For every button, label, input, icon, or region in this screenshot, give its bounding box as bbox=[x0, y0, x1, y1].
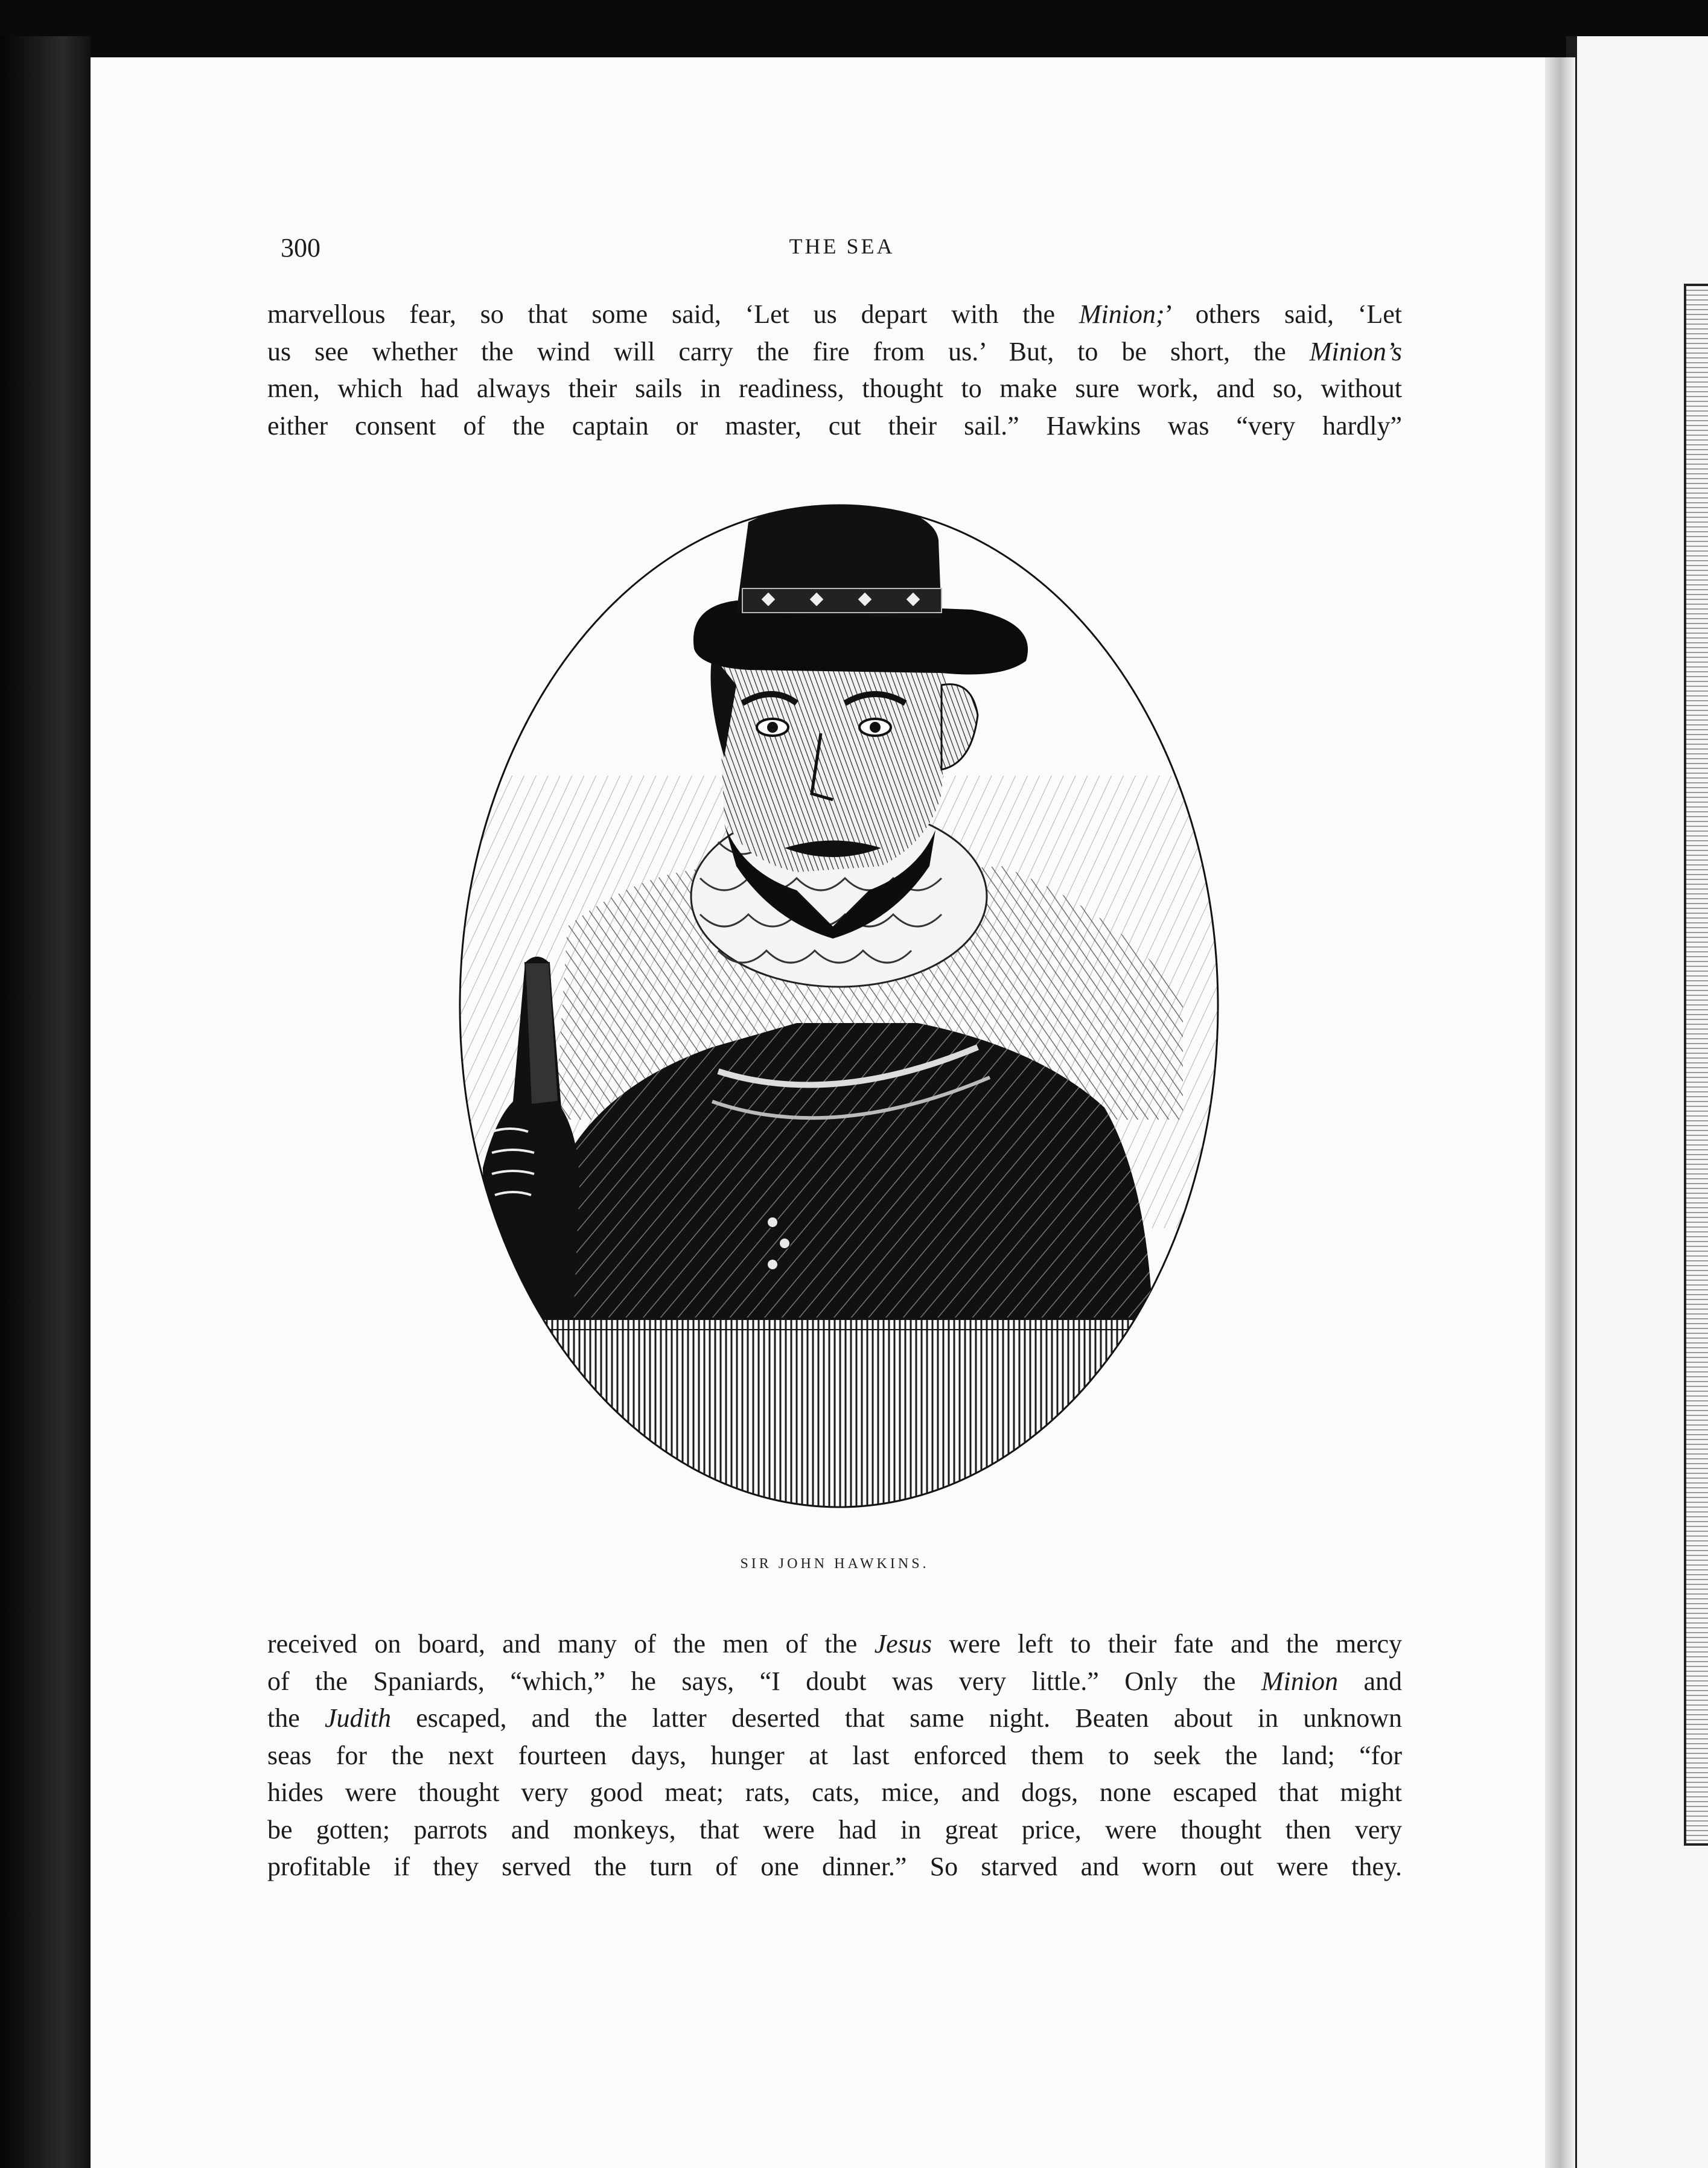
text-line: us see whether the wind will carry the fire from us.’ But, to be short, the Minion’s bbox=[267, 336, 1402, 366]
portrait-engraving bbox=[459, 504, 1219, 1509]
text-line: either consent of the captain or master, cut their sail.” Hawkins was “very hardly” bbox=[267, 410, 1402, 441]
text-line: the Judith escaped, and the latter deserted that same night. Beaten about in unknown bbox=[267, 1703, 1402, 1733]
page-edge bbox=[1545, 57, 1575, 2168]
text-line: seas for the next fourteen days, hunger at last enforced them to seek the land; “for bbox=[267, 1740, 1402, 1770]
book-spine-edge bbox=[0, 36, 91, 2168]
paragraph-top bbox=[267, 296, 1402, 444]
illustration-caption: SIR JOHN HAWKINS. bbox=[740, 1556, 929, 1572]
adjacent-page-frame bbox=[1684, 284, 1708, 1846]
text-line: be gotten; parrots and monkeys, that were had in great price, were thought then very bbox=[267, 1814, 1402, 1844]
page-header bbox=[281, 232, 1403, 269]
page-number: 300 bbox=[281, 233, 320, 263]
text-line: of the Spaniards, “which,” he says, “I doubt was very little.” Only the Minion and bbox=[267, 1666, 1402, 1696]
text-line: profitable if they served the turn of one dinner.” So starved and worn out were they. bbox=[267, 1852, 1402, 1881]
text-line: men, which had always their sails in readiness, thought to make sure work, and so, without bbox=[267, 374, 1402, 403]
text-line: received on board, and many of the men of the Jesus were left to their fate and the mercy bbox=[267, 1629, 1402, 1659]
running-title: THE SEA bbox=[789, 234, 895, 258]
text-line: marvellous fear, so that some said, ‘Let us depart with the Minion;’ others said, ‘Let bbox=[267, 299, 1402, 329]
text-line: hides were thought very good meat; rats, cats, mice, and dogs, none escaped that might bbox=[267, 1777, 1402, 1807]
paragraph-bottom bbox=[267, 1625, 1402, 1886]
